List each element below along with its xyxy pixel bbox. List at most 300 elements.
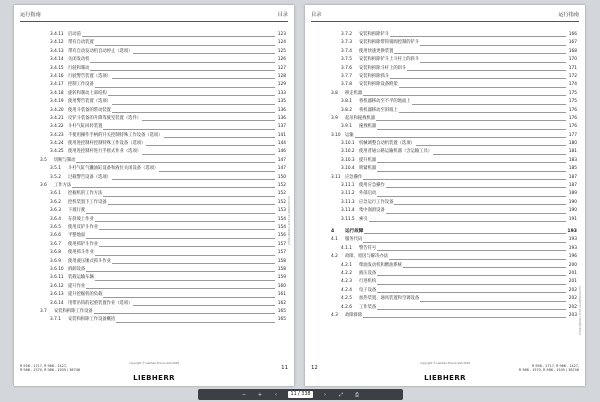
previous-page-icon[interactable]: ‹ [275, 391, 278, 398]
toc-entry[interactable] [40, 115, 286, 123]
toc-entry-number: 3.10.3 [341, 157, 355, 163]
toc-entry[interactable] [40, 132, 286, 140]
toc-entry[interactable] [331, 48, 577, 56]
toc-entry[interactable] [40, 258, 286, 266]
fit-page-icon[interactable]: ⤢ [338, 391, 343, 398]
toc-entry-title: 安装和拆除工作设备 [54, 308, 94, 316]
toc-entry-page: 127 [277, 65, 286, 73]
toc-entry[interactable] [331, 199, 577, 207]
toc-leader-line [359, 171, 566, 172]
page-number: 11 [281, 365, 288, 371]
brand-block [129, 362, 179, 384]
toc-entry-page: 181 [568, 148, 577, 156]
toc-entry-number: 3.7.4 [341, 48, 352, 54]
toc-entry-title: 外部启动 [359, 190, 377, 198]
toc-entry-page: 154 [277, 224, 286, 232]
toc-entry-page: 175 [568, 90, 577, 98]
toc-entry[interactable] [331, 190, 577, 198]
toc-leader-line [68, 288, 275, 289]
toc-entry-title: 切断与制动 [54, 157, 76, 165]
toc-entry-title: 安装和拆除抓斗 [359, 73, 390, 81]
header-left-text: 目录 [311, 12, 322, 18]
toc-entry-page: 202 [568, 287, 577, 295]
toc-entry[interactable] [40, 98, 286, 106]
toc-entry-page: 128 [277, 73, 286, 81]
toc-entry[interactable] [331, 295, 577, 303]
toc-entry-number: 3.6.5 [50, 224, 61, 230]
toc-entry[interactable] [331, 157, 577, 165]
toc-entry-title: 服务代码 [345, 236, 363, 244]
toc-entry[interactable] [331, 253, 577, 261]
liebherr-logo: LIEBHERR [424, 374, 466, 382]
toc-entry-page: 161 [277, 291, 286, 299]
toc-entry-page: 160 [277, 283, 286, 291]
pdf-viewer-toolbar [198, 389, 403, 400]
toc-entry-page: 159 [277, 274, 286, 282]
toc-entry-title: 移走机器 [345, 90, 363, 98]
toc-entry-page: 167 [568, 39, 577, 47]
toc-entry-title: 安装和拆除铲斗 [359, 31, 390, 39]
toc-entry[interactable] [40, 190, 286, 198]
toc-entry-number: 3.5.1 [50, 166, 61, 172]
toc-entry-title: 故障排除 [345, 312, 363, 320]
toc-leader-line [359, 275, 566, 276]
toc-entry-page: 189 [568, 190, 577, 198]
toc-entry-page: 136 [277, 107, 286, 115]
left-page [14, 5, 294, 386]
side-reference-text: LFR/de/Edition 2018-03-26/D0000000 [288, 195, 291, 245]
toc-entry[interactable] [331, 270, 577, 278]
toc-entry[interactable] [40, 291, 286, 299]
toc-entry-page: 123 [277, 31, 286, 39]
toc-entry[interactable] [40, 182, 286, 190]
toc-entry-title: 使用应急操作 [359, 182, 386, 190]
toc-entry-page: 190 [568, 207, 577, 215]
toc-entry[interactable] [40, 157, 286, 165]
toc-leader-line [68, 62, 275, 63]
toc-entry-number: 3.5.2 [50, 174, 61, 180]
toc-entry-title: 行驶和制动 [68, 65, 90, 73]
toc-entry-page: 193 [566, 228, 577, 236]
toc-entry-number: 3.6.4 [50, 216, 61, 222]
toc-entry[interactable] [40, 56, 286, 64]
toc-entry-title: 控制工作设备 [68, 81, 95, 89]
toc-entry-page: 137 [277, 123, 286, 131]
toc-entry[interactable] [40, 199, 286, 207]
toc-entry-title: 工作装备 [359, 304, 377, 312]
toc-entry-number: 3.4.15 [50, 65, 64, 71]
toc-leader-line [345, 179, 566, 180]
toc-entry-page: 196 [568, 253, 577, 261]
page-footer [20, 362, 288, 382]
toc-entry[interactable] [40, 107, 286, 115]
toc-entry-page: 125 [277, 48, 286, 56]
toc-entry[interactable] [331, 165, 577, 173]
toc-entry[interactable] [331, 107, 577, 115]
toc-entry-page: 157 [277, 249, 286, 257]
toc-entry[interactable] [331, 31, 577, 39]
toc-entry-page: 141 [277, 132, 286, 140]
toc-entry-page: 176 [568, 107, 577, 115]
toc-entry-title: 将机器移动至斜坡上 [359, 107, 399, 115]
toc-entry-number: 3.6.12 [50, 283, 64, 289]
toc-leader-line [359, 292, 566, 293]
toc-entry-title: 启动前 [68, 31, 82, 39]
toc-entry-title: 使用进控制杆进行手摇式作业（选项） [68, 148, 142, 156]
toc-entry-title: 安装和拆除斗杆上的斜斗 [359, 65, 407, 73]
toc-entry-title: 使用警告装置（选项） [68, 98, 112, 106]
toc-entry-title: 不使用操作手柄的开关控制特殊工作设备（选项） [68, 132, 164, 140]
page-number-input[interactable]: 11 / 338 [288, 391, 314, 398]
toc-entry-title: 工作方法 [54, 182, 72, 190]
toc-entry-page: 172 [568, 73, 577, 81]
toc-entry-title: 锁紧机器 [359, 165, 377, 173]
toc-entry-title: 使用进控制杆控制特殊工作设备（选项） [68, 140, 146, 148]
toc-entry-title: 过载警告设备（选项） [68, 174, 112, 182]
toc-entry[interactable] [331, 287, 577, 295]
toc-entry-title: 安装和拆除工作设备概括 [68, 316, 116, 324]
toc-entry[interactable] [331, 278, 577, 286]
toc-entry-title: 电子设备 [359, 287, 377, 295]
toc-entry-number: 3.6.2 [50, 199, 61, 205]
toc-leader-line [68, 238, 275, 239]
toc-entry-page: 180 [568, 140, 577, 148]
toc-entry-number: 3.6.13 [50, 292, 64, 298]
toc-entry[interactable] [331, 228, 577, 236]
toc-entry-page: 147 [277, 165, 286, 173]
toc-entry-number: 3.7.8 [341, 82, 352, 88]
toc-entry-number: 3.11.1 [341, 183, 355, 189]
toc-entry-page: 176 [568, 123, 577, 131]
toc-entry-title: 在斜坡上作业 [68, 216, 95, 224]
toc-entry-page: 193 [568, 236, 577, 244]
toc-entry-page: 144 [277, 140, 286, 148]
toc-entry[interactable] [331, 90, 577, 98]
toc-entry-title: 警告符号 [359, 245, 377, 253]
toc-entry-page: 158 [277, 266, 286, 274]
toc-entry-number: 4.3 [331, 312, 338, 318]
toc-entry-number: 3.6.9 [50, 258, 61, 264]
toc-entry-number: 3.7 [40, 308, 47, 314]
page-header [311, 9, 579, 22]
toc-entry-title: 平整地面 [68, 232, 86, 240]
toc-entry[interactable] [331, 174, 577, 182]
table-of-contents [331, 31, 577, 320]
toc-entry-number: 3.4.14 [50, 57, 64, 63]
toc-leader-line [68, 221, 275, 222]
toc-entry[interactable] [40, 274, 286, 282]
toc-entry-page: 174 [568, 81, 577, 89]
toc-entry-number: 3.11.2 [341, 191, 355, 197]
toc-entry-number: 3.4.12 [50, 40, 64, 46]
toc-entry-number: 4.1 [331, 237, 338, 243]
toc-entry[interactable] [331, 245, 577, 253]
toc-entry[interactable] [331, 312, 577, 320]
toc-leader-line [345, 95, 566, 96]
toc-entry-page: 152 [277, 182, 286, 190]
toc-leader-line [359, 162, 566, 163]
toc-entry-number: 3.4.16 [50, 73, 64, 79]
toc-entry-title: 安装和拆除铲斗上斗杆上的斜斗 [359, 56, 420, 64]
footer-model-line: R 986 - 1570, R 986 - 1505 / 38746 [518, 368, 579, 373]
toc-entry[interactable] [331, 65, 577, 73]
toc-entry-title: 拆卸设备 [68, 266, 86, 274]
toc-entry-number: 3.5 [40, 157, 47, 163]
toc-entry-number: 3.4.25 [50, 149, 64, 155]
toc-entry[interactable] [40, 73, 286, 81]
toc-entry-number: 4.2 [331, 254, 338, 260]
toc-entry[interactable] [331, 216, 577, 224]
toc-entry[interactable] [40, 224, 286, 232]
toc-entry[interactable] [40, 207, 286, 215]
toc-entry-number: 4.2.2 [341, 270, 352, 276]
toc-entry-title: 斗杆气缸回转装置 [68, 123, 103, 131]
toc-entry-number: 4.2.4 [341, 287, 352, 293]
toc-entry-number: 3.8 [331, 90, 338, 96]
toc-entry-page: 191 [568, 216, 577, 224]
print-icon[interactable]: ⎙ [354, 391, 359, 398]
toc-entry-page: 165 [277, 316, 286, 324]
toc-entry-number: 3.4.13 [50, 48, 64, 54]
toc-entry[interactable] [331, 262, 577, 270]
toc-entry-number: 3.10.1 [341, 141, 355, 147]
footer-models [519, 364, 579, 373]
toc-entry[interactable] [40, 249, 286, 257]
toc-entry[interactable] [40, 241, 286, 249]
toc-entry[interactable] [40, 316, 286, 324]
toc-entry-page: 147 [277, 157, 286, 165]
toc-entry-page: 177 [568, 132, 577, 140]
toc-entry-number: 3.10.4 [341, 166, 355, 172]
toc-entry[interactable] [331, 207, 577, 215]
toc-entry-number: 3.4.24 [50, 141, 64, 147]
toc-entry-page: 135 [277, 98, 286, 106]
toc-entry[interactable] [331, 56, 577, 64]
toc-leader-line [345, 233, 566, 234]
toc-leader-line [68, 213, 275, 214]
copyright-text: copyright © Liebherr-France SAS 2018 [419, 362, 471, 365]
toc-entry[interactable] [40, 283, 286, 291]
toc-entry[interactable] [331, 148, 577, 156]
toc-entry[interactable] [40, 31, 286, 39]
toc-entry-page: 187 [568, 174, 577, 182]
toc-entry-title: 故障、原因与解决办法 [345, 253, 389, 261]
toc-entry-page: 202 [568, 295, 577, 303]
toc-entry[interactable] [40, 174, 286, 182]
copyright-text: copyright © Liebherr-France SAS 2018 [128, 362, 180, 365]
toc-entry-number: 3.6.6 [50, 233, 61, 239]
toc-entry[interactable] [331, 81, 577, 89]
toc-leader-line [54, 162, 275, 163]
toc-entry-page: 150 [277, 174, 286, 182]
toc-entry[interactable] [40, 123, 286, 131]
toc-entry-title: 斗杆气缸气囊油缸设备和液位关闭设备（选项） [68, 165, 159, 173]
toc-entry[interactable] [331, 73, 577, 81]
toc-entry-title: 下坡行驶 [68, 207, 86, 215]
brand-block [420, 362, 470, 384]
toc-entry-title: 起吊和拖拽机器 [345, 115, 376, 123]
toc-entry-page: 176 [568, 115, 577, 123]
toc-entry-number: 3.4.22 [50, 124, 64, 130]
toc-entry[interactable] [40, 48, 286, 56]
toc-leader-line [68, 45, 275, 46]
toc-entry-title: 使用抓斗作业 [68, 249, 95, 257]
toc-entry[interactable] [331, 140, 577, 148]
footer-model-line: R 956 - 1717, R 966 - 1427, [20, 364, 68, 368]
toc-entry-title: 使用普通公路运输机器（含运输工具） [359, 148, 433, 156]
toc-entry-number: 3.6.10 [50, 266, 64, 272]
toc-leader-line [359, 221, 566, 222]
toc-entry-number: 3.4.19 [50, 99, 64, 105]
toc-entry-number: 3.4.17 [50, 82, 64, 88]
toc-entry-number: 3.10.2 [341, 149, 355, 155]
toc-entry-title: 液压设备 [359, 270, 377, 278]
toc-entry-number: 3.6.7 [50, 241, 61, 247]
toc-leader-line [345, 120, 566, 121]
toc-leader-line [345, 242, 566, 243]
toc-leader-line [359, 309, 566, 310]
toc-entry-page: 201 [568, 270, 577, 278]
toc-leader-line [68, 271, 275, 272]
toc-entry-title: 加热装置、通风装置和空调设备 [359, 295, 420, 303]
toc-entry-title: 关闭发动机 [68, 56, 90, 64]
toc-entry-title: 机械调整自动机装置（选项） [359, 140, 416, 148]
toc-entry-number: 3.7.6 [341, 65, 352, 71]
toc-entry[interactable] [40, 165, 286, 173]
toc-entry-page: 153 [277, 207, 286, 215]
toc-entry-page: 190 [568, 199, 577, 207]
header-right-text: 目录 [277, 12, 288, 18]
page-header [20, 9, 288, 22]
toc-leader-line [68, 255, 275, 256]
toc-entry-title: 使用反铲斗作业 [68, 224, 99, 232]
toc-entry[interactable] [331, 236, 577, 244]
toc-entry-title: 提升机器 [359, 157, 377, 165]
toc-entry-page: 165 [277, 308, 286, 316]
footer-model-line: R 986 - 1570, R 986 - 1505 / 38746 [20, 368, 81, 373]
toc-entry-title: 带有自动发动机自动停止（选项） [68, 48, 133, 56]
toc-entry-title: 柴油发动机和燃油系统 [359, 262, 403, 270]
toc-entry[interactable] [40, 266, 286, 274]
toc-entry-title: 行驶警告装置（选项） [68, 73, 112, 81]
toc-entry-number: 3.11.3 [341, 199, 355, 205]
toc-entry[interactable] [40, 300, 286, 308]
toc-entry[interactable] [40, 232, 286, 240]
toc-entry-number: 3.6.3 [50, 208, 61, 214]
toc-entry-number: 3.10 [331, 132, 341, 138]
footer-model-line: R 956 - 1717, R 966 - 1427, [531, 364, 579, 368]
toc-entry-title: 运输 [345, 132, 355, 140]
toc-entry[interactable] [40, 65, 286, 73]
toc-entry-page: 202 [568, 304, 577, 312]
toc-entry-number: 4.2.3 [341, 279, 352, 285]
toc-entry[interactable] [40, 308, 286, 316]
toc-entry-title: 集中润滑设备 [359, 207, 386, 215]
toc-entry-page: 171 [568, 65, 577, 73]
toc-entry[interactable] [331, 132, 577, 140]
toc-leader-line [68, 70, 275, 71]
toc-leader-line [345, 317, 566, 318]
toc-entry-title: 安装和拆除设备附架 [359, 81, 399, 89]
toc-entry-number: 3.8.2 [341, 107, 352, 113]
toc-entry-title: 挖机装置下工作设备 [68, 199, 108, 207]
toc-entry-number: 3.4.18 [50, 90, 64, 96]
toc-entry-number: 3.11.4 [341, 208, 355, 214]
toc-entry-number: 3.4.23 [50, 132, 64, 138]
toc-entry-number: 3.9 [331, 115, 338, 121]
zoom-out-icon[interactable]: − [241, 391, 247, 398]
table-of-contents [40, 31, 286, 325]
toc-entry[interactable] [331, 98, 577, 106]
toc-entry[interactable] [331, 182, 577, 190]
toc-entry-title: 安装和拆除带钩销阀控制的铲斗 [359, 39, 420, 47]
toc-entry-page: 201 [568, 278, 577, 286]
toc-entry[interactable] [40, 148, 286, 156]
toc-entry-number: 3.6.8 [50, 250, 61, 256]
toc-entry[interactable] [40, 81, 286, 89]
toc-leader-line [359, 129, 566, 130]
toc-entry-page: 157 [277, 241, 286, 249]
toc-entry[interactable] [40, 140, 286, 148]
toc-entry-number: 3.7.3 [341, 40, 352, 46]
toc-entry-number: 4.2.6 [341, 304, 352, 310]
toc-entry-number: 3.8.1 [341, 99, 352, 105]
toc-entry-page: 187 [568, 182, 577, 190]
toc-leader-line [68, 36, 275, 37]
toc-entry-page: 158 [277, 258, 286, 266]
toc-leader-line [359, 196, 566, 197]
toc-entry-number: 3.7.7 [341, 73, 352, 79]
toc-leader-line [359, 213, 566, 214]
toc-entry[interactable] [331, 39, 577, 47]
toc-entry-number: 3.7.2 [341, 32, 352, 37]
toc-entry-number: 3.6.14 [50, 300, 64, 306]
toc-entry[interactable] [40, 90, 286, 98]
toc-entry[interactable] [40, 39, 286, 47]
toc-entry-title: 提升作业 [68, 283, 86, 291]
toc-entry-title: 用带吊钩的起重装置作业（选项） [68, 300, 133, 308]
toc-entry-number: 3.4.11 [50, 32, 64, 37]
toc-entry-page: 185 [568, 165, 577, 173]
toc-entry[interactable] [331, 123, 577, 131]
toc-entry-page: 146 [277, 148, 286, 156]
toc-entry-title: 行进机构 [359, 278, 377, 286]
toc-entry-title: 将机器移动至不平的地面上 [359, 98, 412, 106]
toc-entry-number: 3.6.11 [50, 275, 64, 281]
next-page-icon[interactable]: › [323, 391, 326, 398]
toc-entry-page: 133 [277, 90, 286, 98]
toc-entry-title: 使用快速更换装置 [359, 48, 394, 56]
toc-entry[interactable] [331, 115, 577, 123]
zoom-in-icon[interactable]: + [257, 391, 263, 398]
toc-entry-page: 193 [568, 245, 577, 253]
toc-entry-number: 3.11 [331, 174, 341, 180]
toc-entry-page: 124 [277, 39, 286, 47]
toc-entry-number: 3.4.20 [50, 107, 64, 113]
toc-entry-number: 3.7.1 [50, 317, 61, 323]
toc-entry-number: 3.6 [40, 183, 47, 189]
header-right-text: 运行指南 [558, 12, 579, 18]
toc-entry-title: 装载运输车辆 [68, 274, 95, 282]
toc-entry-title: 拖拽机器 [359, 123, 377, 131]
toc-entry[interactable] [331, 304, 577, 312]
toc-entry-title: 使用抓铲斗作业 [68, 241, 99, 249]
toc-entry[interactable] [40, 216, 286, 224]
toc-entry-title: 索引 [359, 216, 369, 224]
header-left-text: 运行指南 [20, 12, 41, 18]
toc-entry-page: 156 [277, 232, 286, 240]
toc-leader-line [54, 187, 275, 188]
